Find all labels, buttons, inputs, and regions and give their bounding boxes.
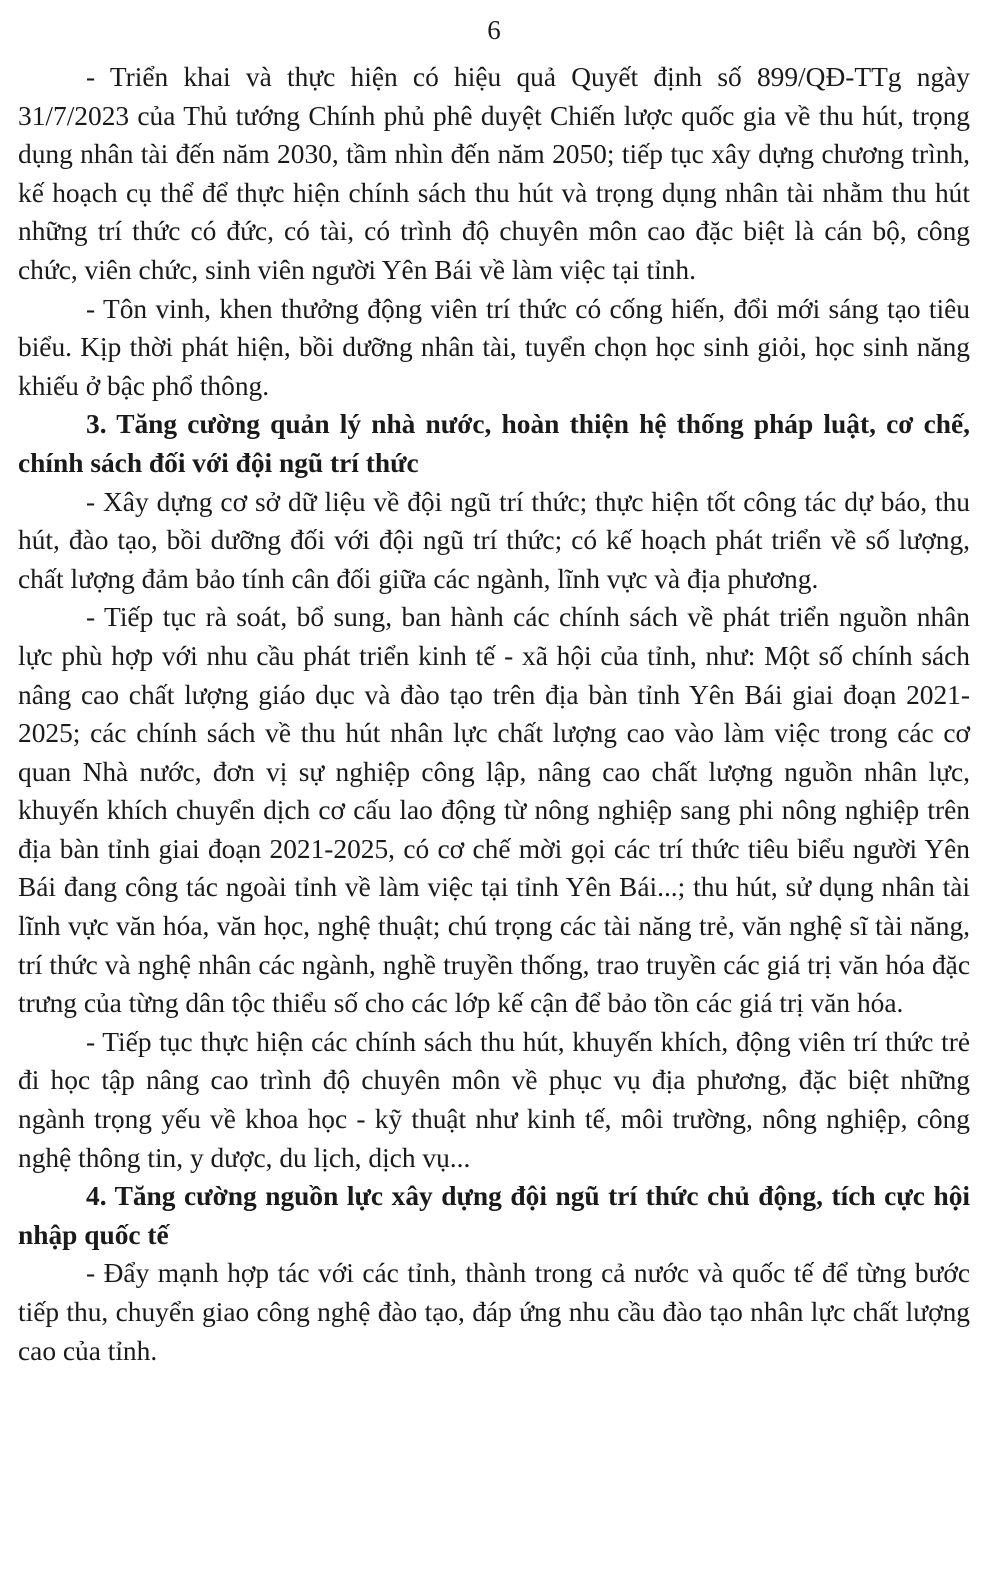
paragraph-talent-strategy: - Triển khai và thực hiện có hiệu quả Quyết định số 899/QĐ-TTg ngày 31/7/2023 của Thủ tướng Chính phủ phê duyệt Chiến lược quốc gia về thu hút, trọng dụng nhân tài đến năm 2030, tầm nhìn đến năm 2050; tiếp tục xây dựng chương trình, kế hoạch cụ thể để thực hiện chính sách thu hút và trọng dụng nhân tài nhằm thu hút những trí thức có đức, có tài, có trình độ chuyên môn cao đặc biệt là cán bộ, công chức, viên chức, sinh viên người Yên Bái về làm việc tại tỉnh. [18,62,970,285]
paragraph-young-intellectuals: - Tiếp tục thực hiện các chính sách thu hút, khuyến khích, động viên trí thức trẻ đi học tập nâng cao trình độ chuyên môn về phục vụ địa phương, đặc biệt những ngành trọng yếu về khoa học - kỹ thuật như kinh tế, môi trường, nông nghiệp, công nghệ thông tin, y dược, du lịch, dịch vụ... [18,1026,970,1173]
paragraph-policy-review: - Tiếp tục rà soát, bổ sung, ban hành các chính sách về phát triển nguồn nhân lực phù hợp với nhu cầu phát triển kinh tế - xã hội của tỉnh, như: Một số chính sách nâng cao chất lượng giáo dục và đào tạo trên địa bàn tỉnh Yên Bái giai đoạn 2021-2025; các chính sách về thu hút nhân lực chất lượng cao vào làm việc trong các cơ quan Nhà nước, đơn vị sự nghiệp công lập, nâng cao chất lượng nguồn nhân lực, khuyến khích chuyển dịch cơ cấu lao động từ nông nghiệp sang phi nông nghiệp trên địa bàn tỉnh giai đoạn 2021-2025, có cơ chế mời gọi các trí thức tiêu biểu người Yên Bái đang công tác ngoài tỉnh về làm việc tại tỉnh Yên Bái...; thu hút, sử dụng nhân tài lĩnh vực văn hóa, văn học, nghệ thuật; chú trọng các tài năng trẻ, văn nghệ sĩ tài năng, trí thức và nghệ nhân các ngành, nghề truyền thống, trao truyền các giá trị văn hóa đặc trưng của từng dân tộc thiểu số cho các lớp kế cận để bảo tồn các giá trị văn hóa. [18,602,970,1019]
paragraph-database: - Xây dựng cơ sở dữ liệu về đội ngũ trí thức; thực hiện tốt công tác dự báo, thu hút, đào tạo, bồi dưỡng đối với đội ngũ trí thức; có kế hoạch phát triển về số lượng, chất lượng đảm bảo tính cân đối giữa các ngành, lĩnh vực và địa phương. [18,486,970,594]
section-heading-4: 4. Tăng cường nguồn lực xây dựng đội ngũ trí thức chủ động, tích cực hội nhập quốc tế [18,1181,970,1250]
paragraph-cooperation: - Đẩy mạnh hợp tác với các tỉnh, thành trong cả nước và quốc tế để từng bước tiếp thu, chuyển giao công nghệ đào tạo, đáp ứng nhu cầu đào tạo nhân lực chất lượng cao của tỉnh. [18,1258,970,1366]
paragraph-honor-reward: - Tôn vinh, khen thưởng động viên trí thức có cống hiến, đổi mới sáng tạo tiêu biểu. Kịp thời phát hiện, bồi dưỡng nhân tài, tuyển chọn học sinh giỏi, học sinh năng khiếu ở bậc phổ thông. [18,293,970,401]
page-number: 6 [487,15,501,45]
section-heading-3: 3. Tăng cường quản lý nhà nước, hoàn thiện hệ thống pháp luật, cơ chế, chính sách đối với đội ngũ trí thức [18,409,970,478]
